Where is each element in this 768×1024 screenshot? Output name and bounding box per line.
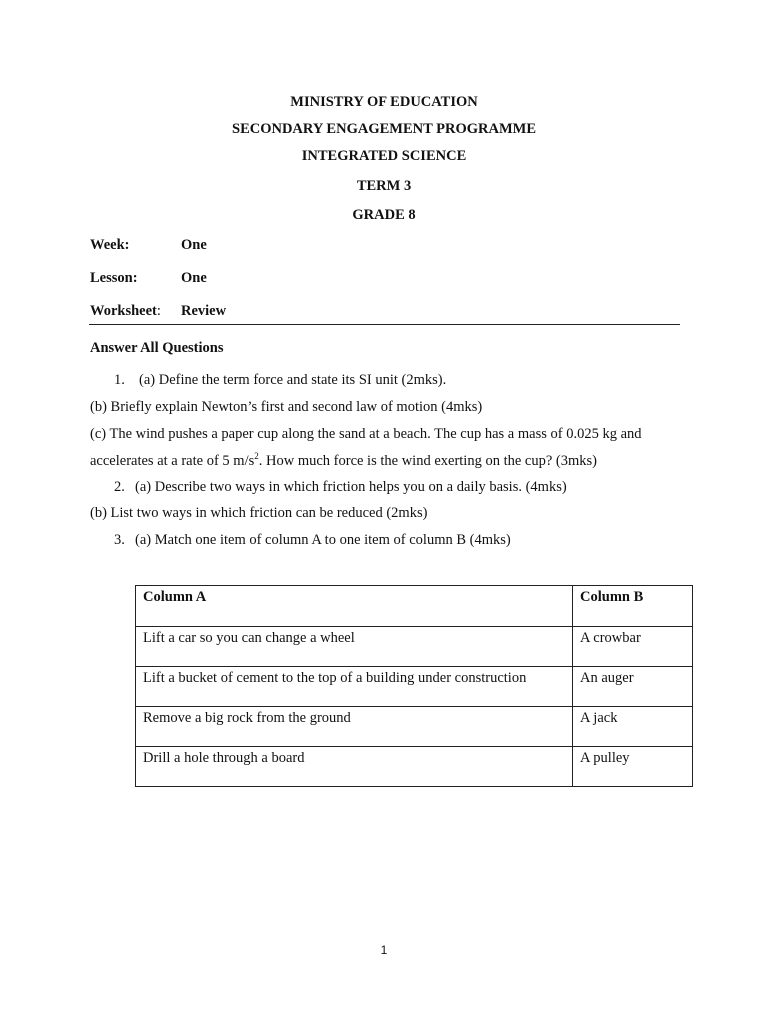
question-1c-line2-pre: accelerates at a rate of 5 m/s <box>90 453 255 469</box>
question-2-number: 2. <box>114 479 125 495</box>
column-a-cell: Lift a car so you can change a wheel <box>136 627 573 667</box>
question-1a <box>114 371 446 389</box>
column-b-cell: A crowbar <box>573 627 693 667</box>
header-ministry: MINISTRY OF EDUCATION <box>290 94 478 110</box>
lesson-value: One <box>181 270 207 286</box>
column-a-header: Column A <box>136 586 573 627</box>
question-2a <box>114 478 567 496</box>
table-header-row <box>136 586 693 627</box>
worksheet-label-colon: : <box>156 303 161 319</box>
question-1a-text: (a) Define the term force and state its SI unit (2mks). <box>139 372 447 388</box>
header-term: TERM 3 <box>356 178 412 194</box>
question-2a-text: (a) Describe two ways in which friction helps you on a daily basis. (4mks) <box>135 479 567 495</box>
question-1-number: 1. <box>114 372 125 388</box>
column-a-cell: Remove a big rock from the ground <box>136 707 573 747</box>
column-b-cell: A pulley <box>573 747 693 787</box>
question-3-number: 3. <box>114 532 125 548</box>
question-1c-exponent: 2 <box>254 451 259 462</box>
question-2b: (b) List two ways in which friction can be reduced (2mks) <box>90 505 428 521</box>
column-b-header: Column B <box>573 586 693 627</box>
table-row <box>136 747 693 787</box>
header-programme: SECONDARY ENGAGEMENT PROGRAMME <box>232 121 536 137</box>
question-1c-line2-post: . How much force is the wind exerting on the cup? (3mks) <box>258 453 597 469</box>
worksheet-label <box>90 302 161 320</box>
header-grade: GRADE 8 <box>352 207 416 223</box>
worksheet-label-text: Worksheet <box>90 303 157 319</box>
page-number: 1 <box>380 943 388 957</box>
question-1c-line1: (c) The wind pushes a paper cup along the sand at a beach. The cup has a mass of 0.025 kg and <box>90 426 642 442</box>
question-1c-line2 <box>90 452 597 470</box>
column-b-cell: An auger <box>573 667 693 707</box>
worksheet-value: Review <box>181 303 227 319</box>
column-a-cell: Lift a bucket of cement to the top of a building under construction <box>136 667 573 707</box>
column-b-cell: A jack <box>573 707 693 747</box>
header-subject: INTEGRATED SCIENCE <box>301 148 467 164</box>
matching-table <box>135 585 693 787</box>
question-1b: (b) Briefly explain Newton’s first and second law of motion (4mks) <box>90 399 483 415</box>
header-divider <box>89 324 680 325</box>
question-3a <box>114 531 511 549</box>
table-row <box>136 667 693 707</box>
week-label: Week: <box>90 237 130 253</box>
question-3a-text: (a) Match one item of column A to one item of column B (4mks) <box>135 532 511 548</box>
week-value: One <box>181 237 207 253</box>
instructions: Answer All Questions <box>90 340 224 356</box>
column-a-cell: Drill a hole through a board <box>136 747 573 787</box>
table-row <box>136 627 693 667</box>
table-row <box>136 707 693 747</box>
lesson-label: Lesson: <box>90 270 138 286</box>
